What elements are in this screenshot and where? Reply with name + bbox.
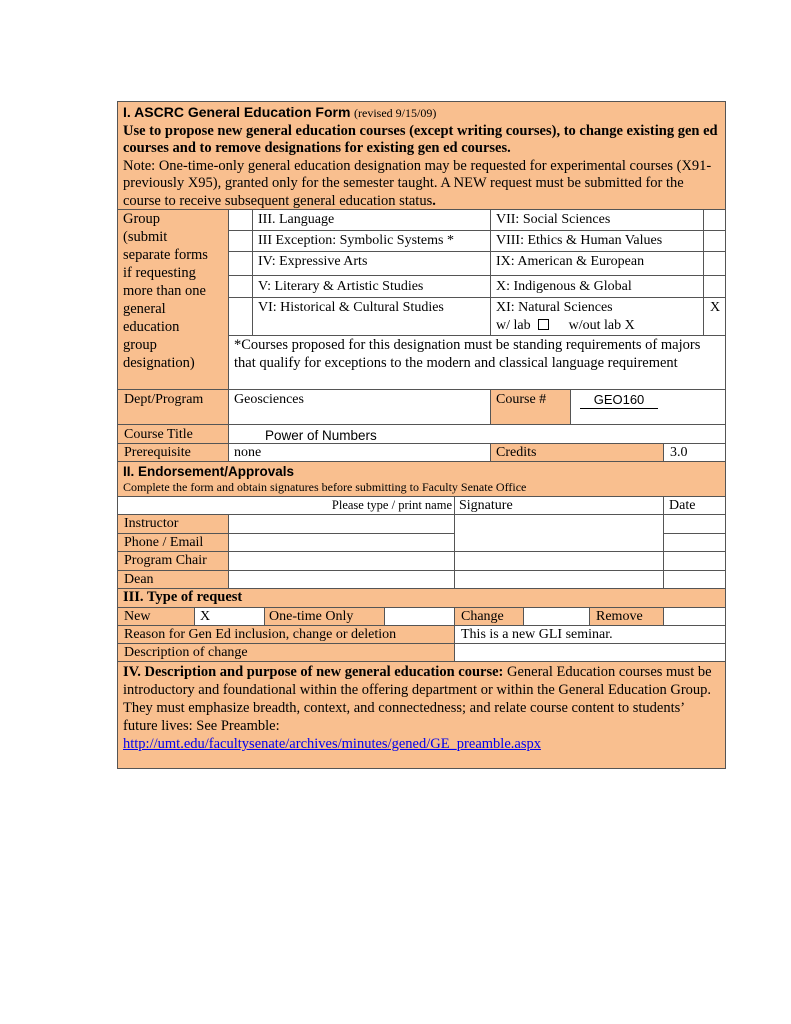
grid-line [228,515,229,588]
grid-line [118,514,725,515]
dept-label: Dept/Program [124,392,204,407]
grid-line [118,607,725,608]
gen-ed-form [117,101,726,769]
description-section [118,662,725,768]
desc-change-field[interactable] [455,645,725,661]
without-lab-label: w/out lab X [568,318,635,333]
instructor-label: Instructor [124,516,179,531]
grid-line [118,443,725,444]
grid-line [663,444,664,461]
description-title: IV. Description and purpose of new general education course: [123,664,504,680]
grid-line [523,608,524,625]
option-expressive-arts: IV: Expressive Arts [258,254,368,269]
grid-line [118,625,725,626]
prereq-label: Prerequisite [124,445,191,460]
grid-line [118,570,725,571]
option-american-european: IX: American & European [496,254,645,269]
option-natural-sciences: XI: Natural Sciences [496,300,613,315]
option-indigenous-global: X: Indigenous & Global [496,279,632,294]
dean-name-field[interactable] [229,572,454,588]
grid-line [703,210,704,335]
grid-line [454,608,455,661]
option-literary-artistic: V: Literary & Artistic Studies [258,279,424,294]
grid-line [490,390,491,424]
grid-line [118,424,725,425]
grid-line [228,251,725,252]
new-mark[interactable]: X [200,609,211,624]
dean-signature-field[interactable] [455,572,663,588]
preamble-link[interactable]: http://umt.edu/facultysenate/archives/minutes/gened/GE_preamble.aspx [123,736,541,752]
request-type-title: III. Type of request [123,589,243,605]
program-chair-name-field[interactable] [229,553,454,570]
col-signature-header: Signature [459,498,513,513]
course-number-label: Course # [496,392,547,407]
grid-line [228,230,725,231]
grid-line [490,210,491,335]
program-chair-signature-field[interactable] [455,553,663,570]
grid-line [228,275,725,276]
grid-line [589,608,590,625]
grid-line [228,335,725,336]
program-chair-label: Program Chair [124,553,207,568]
dean-label: Dean [124,572,154,587]
grid-line [118,496,725,497]
group-label: Group (submit separate forms if requesting more than one general education group designation) [118,210,228,390]
option-symbolic-systems: III Exception: Symbolic Systems * [258,233,454,248]
with-lab-checkbox[interactable] [538,319,549,330]
col-name-header: Please type / print name [331,498,452,512]
request-type-header [118,589,725,608]
endorsement-title: II. Endorsement/Approvals [123,464,295,479]
form-note: Note: One-time-only general education designation may be requested for experimental courses (X91-previously X95), granted only for the semester taught. A NEW request must be submitted for the course to receive subsequent general education status [123,157,712,209]
grid-line [118,461,725,462]
grid-line [252,210,253,335]
prereq-value[interactable]: none [234,445,262,460]
lab-options [496,317,635,334]
revision-date: (revised 9/15/09) [354,106,437,120]
option-ethics-human-values: VIII: Ethics & Human Values [496,233,663,248]
course-number-value[interactable]: GEO160 [580,391,658,409]
grid-line [384,608,385,625]
grid-line [118,661,725,662]
new-label: New [124,609,151,624]
endorsement-header [118,462,725,496]
grid-line [118,588,725,589]
grid-line [454,497,455,588]
instructor-name-field[interactable] [229,516,454,533]
designation-footnote: *Courses proposed for this designation must be standing requirements of majors that qualify for exceptions to the modern and classical language requirement [234,337,701,371]
option-historical-cultural: VI: Historical & Cultural Studies [258,300,444,315]
grid-line [118,551,725,552]
instructor-signature-field[interactable] [455,516,663,551]
remove-label: Remove [596,609,643,624]
dept-value[interactable]: Geosciences [234,392,304,407]
grid-line [663,497,664,588]
grid-line [228,210,229,461]
with-lab-label: w/ lab [496,318,531,333]
reason-label: Reason for Gen Ed inclusion, change or deletion [124,627,397,642]
remove-mark-field[interactable] [664,609,725,625]
form-title: I. ASCRC General Education Form [123,104,351,120]
onetime-label: One-time Only [269,609,354,624]
reason-value[interactable]: This is a new GLI seminar. [461,627,613,642]
natural-sciences-mark[interactable]: X [710,300,721,315]
grid-line [663,533,725,534]
grid-line [264,608,265,625]
credits-label: Credits [496,445,537,460]
phone-email-label: Phone / Email [124,535,204,550]
grid-line [118,389,725,390]
change-label: Change [461,609,504,624]
form-header: I. ASCRC General Education Form (revised 9/15/09) Use to propose new general education courses (except writing courses), to change existing gen ed courses and to remove designations for existing gen ed courses. Note: One-time-only general education designation may be requested for experimental courses (X91-previously X95), granted only for the semester taught. A NEW request must be submitted for the course to receive subsequent general education status. [118,102,725,210]
phone-email-field[interactable] [229,535,454,551]
desc-change-label: Description of change [124,645,248,660]
grid-line [490,444,491,461]
grid-line [118,533,454,534]
grid-line [228,297,725,298]
description-text: General Education courses must be introductory and foundational within the offering department or within the General Education Group. They must emphasize breadth, context, and connectedness; and relate course content to students’ future lives: See Preamble: [123,664,712,734]
course-title-value[interactable]: Power of Numbers [265,428,377,443]
option-social-sciences: VII: Social Sciences [496,212,611,227]
option-language: III. Language [258,212,335,227]
grid-line [118,209,725,210]
credits-value[interactable]: 3.0 [670,445,688,460]
grid-line [194,608,195,625]
endorsement-instruction: Complete the form and obtain signatures before submitting to Faculty Senate Office [123,480,527,494]
onetime-mark-field[interactable] [385,609,453,625]
grid-line [118,643,725,644]
grid-line [570,390,571,424]
grid-line [663,608,664,625]
col-date-header: Date [669,498,696,513]
change-mark-field[interactable] [524,609,589,625]
course-title-label: Course Title [124,427,193,442]
form-purpose: Use to propose new general education courses (except writing courses), to change existing gen ed courses and to remove designations for existing gen ed courses. [123,122,718,156]
